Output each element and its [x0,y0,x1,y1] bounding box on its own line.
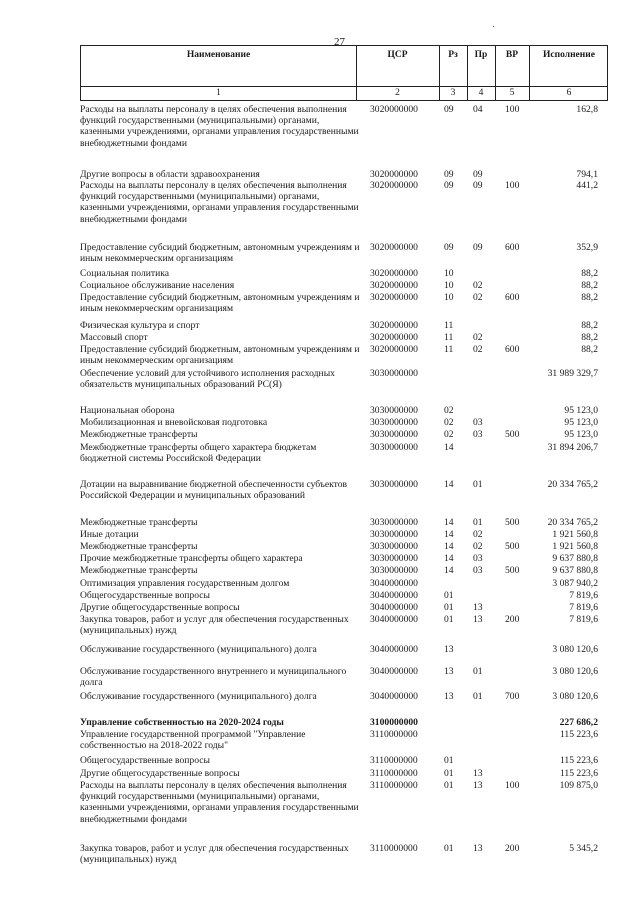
cell-vr: 100 [505,104,520,115]
page-number: 27 [334,36,345,48]
cell-name: Мобилизационная и вневойсковая подготовка [80,417,268,428]
header-row-divider [81,86,607,87]
header-num-3: 3 [450,88,456,98]
cell-name: Закупка товаров, работ и услуг для обеспечения государственных (муниципальных) нужд [80,614,349,637]
table-header [80,45,608,101]
cell-name: Управление государственной программой "Управление собственностью на 2018-2022 годы" [80,729,306,752]
cell-rz: 01 [444,843,454,854]
cell-isp: 9 637 880,8 [552,565,598,576]
cell-rz: 14 [444,529,454,540]
cell-csr: 3040000000 [370,691,418,702]
cell-name: Массовый спорт [80,332,148,343]
cell-csr: 3110000000 [370,755,418,766]
cell-rz: 11 [444,332,454,343]
cell-name: Прочие межбюджетные трансферты общего характера [80,553,303,564]
cell-name: Расходы на выплаты персоналу в целях обеспечения выполнения функций государственными (муниципальными) органами, казенными учреждениями, органами управления государственными внебюджетными фондами [80,180,359,225]
header-rz: Рз [448,50,458,60]
cell-csr: 3040000000 [370,578,418,589]
cell-vr: 500 [505,565,520,576]
cell-rz: 13 [444,666,454,677]
cell-name: Общегосударственные вопросы [80,755,210,766]
cell-csr: 3110000000 [370,768,418,779]
cell-csr: 3020000000 [370,332,418,343]
cell-pr: 09 [473,169,483,180]
cell-name: Иные дотации [80,529,139,540]
cell-vr: 200 [505,614,520,625]
cell-isp: 31 894 206,7 [547,442,598,453]
cell-name: Обслуживание государственного внутреннего и муниципального долга [80,666,347,689]
cell-name: Управление собственностью на 2020-2024 годы [80,717,284,728]
cell-csr: 3020000000 [370,280,418,291]
cell-isp: 441,2 [576,180,598,191]
cell-rz: 02 [444,417,454,428]
cell-vr: 600 [505,242,520,253]
cell-csr: 3030000000 [370,479,418,490]
cell-rz: 09 [444,104,454,115]
header-num-5: 5 [509,88,515,98]
cell-pr: 03 [473,553,483,564]
cell-isp: 109 875,0 [559,780,598,791]
cell-pr: 03 [473,429,483,440]
cell-isp: 7 819,6 [569,590,598,601]
header-num-6: 6 [566,88,572,98]
header-vr: ВР [505,50,519,60]
cell-name: Общегосударственные вопросы [80,590,210,601]
cell-isp: 20 334 765,2 [547,517,598,528]
cell-rz: 13 [444,691,454,702]
cell-pr: 02 [473,344,483,355]
cell-rz: 09 [444,180,454,191]
cell-csr: 3030000000 [370,368,418,379]
cell-isp: 115 223,6 [559,729,598,740]
cell-isp: 794,1 [576,169,598,180]
cell-csr: 3020000000 [370,242,418,253]
cell-rz: 01 [444,780,454,791]
cell-name: Обслуживание государственного (муниципального) долга [80,644,317,655]
cell-rz: 02 [444,429,454,440]
cell-rz: 14 [444,479,454,490]
cell-vr: 500 [505,429,520,440]
cell-name: Межбюджетные трансферты общего характера бюджетам бюджетной системы Российской Федерации [80,442,317,465]
cell-isp: 5 345,2 [569,843,598,854]
cell-pr: 03 [473,565,483,576]
cell-vr: 500 [505,517,520,528]
cell-isp: 20 334 765,2 [547,479,598,490]
cell-pr: 04 [473,104,483,115]
cell-csr: 3110000000 [370,780,418,791]
cell-rz: 10 [444,280,454,291]
header-isp: Исполнение [543,50,595,60]
cell-pr: 02 [473,280,483,291]
cell-isp: 88,2 [581,292,598,303]
cell-csr: 3020000000 [370,320,418,331]
header-pr: Пр [474,50,488,60]
header-num-1: 1 [216,88,221,98]
cell-pr: 01 [473,691,483,702]
cell-isp: 227 686,2 [559,717,598,728]
cell-name: Дотации на выравнивание бюджетной обеспеченности субъектов Российской Федерации и муниципальных образований [80,479,348,502]
cell-csr: 3110000000 [370,729,418,740]
cell-isp: 352,9 [576,242,598,253]
cell-csr: 3040000000 [370,644,418,655]
cell-rz: 09 [444,242,454,253]
cell-rz: 14 [444,517,454,528]
cell-csr: 3020000000 [370,104,418,115]
cell-csr: 3040000000 [370,602,418,613]
cell-name: Межбюджетные трансферты [80,429,198,440]
cell-pr: 02 [473,292,483,303]
scan-speck: · [492,22,496,33]
cell-name: Предоставление субсидий бюджетным, автономным учреждениям и иным некоммерческим организациям [80,292,360,315]
cell-csr: 3030000000 [370,529,418,540]
cell-pr: 02 [473,332,483,343]
cell-name: Межбюджетные трансферты [80,517,198,528]
cell-name: Межбюджетные трансферты [80,541,198,552]
header-num-2: 2 [395,88,400,98]
cell-pr: 13 [473,602,483,613]
cell-csr: 3030000000 [370,541,418,552]
cell-csr: 3020000000 [370,344,418,355]
cell-csr: 3100000000 [370,717,418,728]
cell-rz: 01 [444,590,454,601]
cell-isp: 88,2 [581,320,598,331]
cell-pr: 02 [473,541,483,552]
cell-rz: 10 [444,292,454,303]
cell-rz: 14 [444,442,454,453]
cell-name: Обслуживание государственного (муниципального) долга [80,691,317,702]
cell-name: Межбюджетные трансферты [80,565,198,576]
cell-name: Расходы на выплаты персоналу в целях обеспечения выполнения функций государственными (муниципальными) органами, казенными учреждениями, органами управления государственными внебюджетными фондами [80,780,359,825]
header-name: Наименование [186,50,251,60]
cell-pr: 13 [473,768,483,779]
cell-pr: 01 [473,517,483,528]
cell-pr: 13 [473,780,483,791]
cell-vr: 100 [505,180,520,191]
cell-rz: 09 [444,169,454,180]
cell-rz: 14 [444,565,454,576]
cell-rz: 02 [444,405,454,416]
cell-isp: 3 080 120,6 [552,691,598,702]
cell-name: Физическая культура и спорт [80,320,200,331]
cell-pr: 09 [473,242,483,253]
cell-isp: 88,2 [581,268,598,279]
cell-vr: 500 [505,541,520,552]
cell-vr: 600 [505,292,520,303]
cell-csr: 3030000000 [370,405,418,416]
cell-csr: 3020000000 [370,268,418,279]
cell-isp: 88,2 [581,332,598,343]
cell-name: Другие общегосударственные вопросы [80,768,240,779]
cell-pr: 09 [473,180,483,191]
cell-pr: 01 [473,479,483,490]
cell-isp: 1 921 560,8 [552,541,598,552]
cell-vr: 700 [505,691,520,702]
cell-csr: 3040000000 [370,590,418,601]
cell-isp: 7 819,6 [569,602,598,613]
cell-rz: 14 [444,541,454,552]
cell-isp: 1 921 560,8 [552,529,598,540]
cell-name: Социальное обслуживание населения [80,280,235,291]
cell-isp: 3 080 120,6 [552,644,598,655]
cell-name: Расходы на выплаты персоналу в целях обеспечения выполнения функций государственными (муниципальными) органами, казенными учреждениями, органами управления государственными внебюджетными фондами [80,104,359,149]
cell-pr: 13 [473,843,483,854]
cell-rz: 10 [444,268,454,279]
cell-csr: 3020000000 [370,292,418,303]
cell-isp: 162,8 [576,104,598,115]
cell-isp: 7 819,6 [569,614,598,625]
cell-isp: 9 637 880,8 [552,553,598,564]
cell-isp: 3 080 120,6 [552,666,598,677]
cell-csr: 3030000000 [370,417,418,428]
cell-csr: 3030000000 [370,442,418,453]
cell-rz: 14 [444,553,454,564]
cell-pr: 03 [473,417,483,428]
cell-isp: 88,2 [581,344,598,355]
cell-rz: 01 [444,768,454,779]
cell-isp: 95 123,0 [564,417,598,428]
cell-csr: 3030000000 [370,517,418,528]
cell-isp: 95 123,0 [564,429,598,440]
cell-rz: 01 [444,602,454,613]
cell-csr: 3030000000 [370,553,418,564]
cell-name: Социальная политика [80,268,169,279]
cell-csr: 3020000000 [370,180,418,191]
cell-vr: 600 [505,344,520,355]
cell-name: Оптимизация управления государственным долгом [80,578,290,589]
cell-isp: 31 989 329,7 [547,368,598,379]
cell-rz: 01 [444,614,454,625]
cell-isp: 115 223,6 [559,768,598,779]
cell-csr: 3030000000 [370,429,418,440]
cell-csr: 3110000000 [370,843,418,854]
cell-pr: 01 [473,666,483,677]
cell-name: Другие общегосударственные вопросы [80,602,240,613]
cell-rz: 13 [444,644,454,655]
cell-rz: 01 [444,755,454,766]
cell-isp: 115 223,6 [559,755,598,766]
cell-name: Закупка товаров, работ и услуг для обеспечения государственных (муниципальных) нужд [80,843,349,866]
cell-name: Другие вопросы в области здравоохранения [80,169,260,180]
cell-pr: 02 [473,529,483,540]
cell-csr: 3040000000 [370,614,418,625]
cell-name: Предоставление субсидий бюджетным, автономным учреждениям и иным некоммерческим организациям [80,344,360,367]
cell-csr: 3040000000 [370,666,418,677]
cell-rz: 11 [444,320,454,331]
cell-name: Обеспечение условий для устойчивого исполнения расходных обязательств муниципальных образований РС(Я) [80,368,335,391]
header-csr: ЦСР [387,50,408,60]
cell-pr: 13 [473,614,483,625]
cell-name: Национальная оборона [80,405,175,416]
cell-isp: 95 123,0 [564,405,598,416]
cell-csr: 3030000000 [370,565,418,576]
cell-csr: 3020000000 [370,169,418,180]
cell-rz: 11 [444,344,454,355]
header-num-4: 4 [478,88,484,98]
cell-isp: 3 087 940,2 [552,578,598,589]
cell-vr: 200 [505,843,520,854]
cell-name: Предоставление субсидий бюджетным, автономным учреждениям и иным некоммерческим организациям [80,242,360,265]
cell-isp: 88,2 [581,280,598,291]
cell-vr: 100 [505,780,520,791]
